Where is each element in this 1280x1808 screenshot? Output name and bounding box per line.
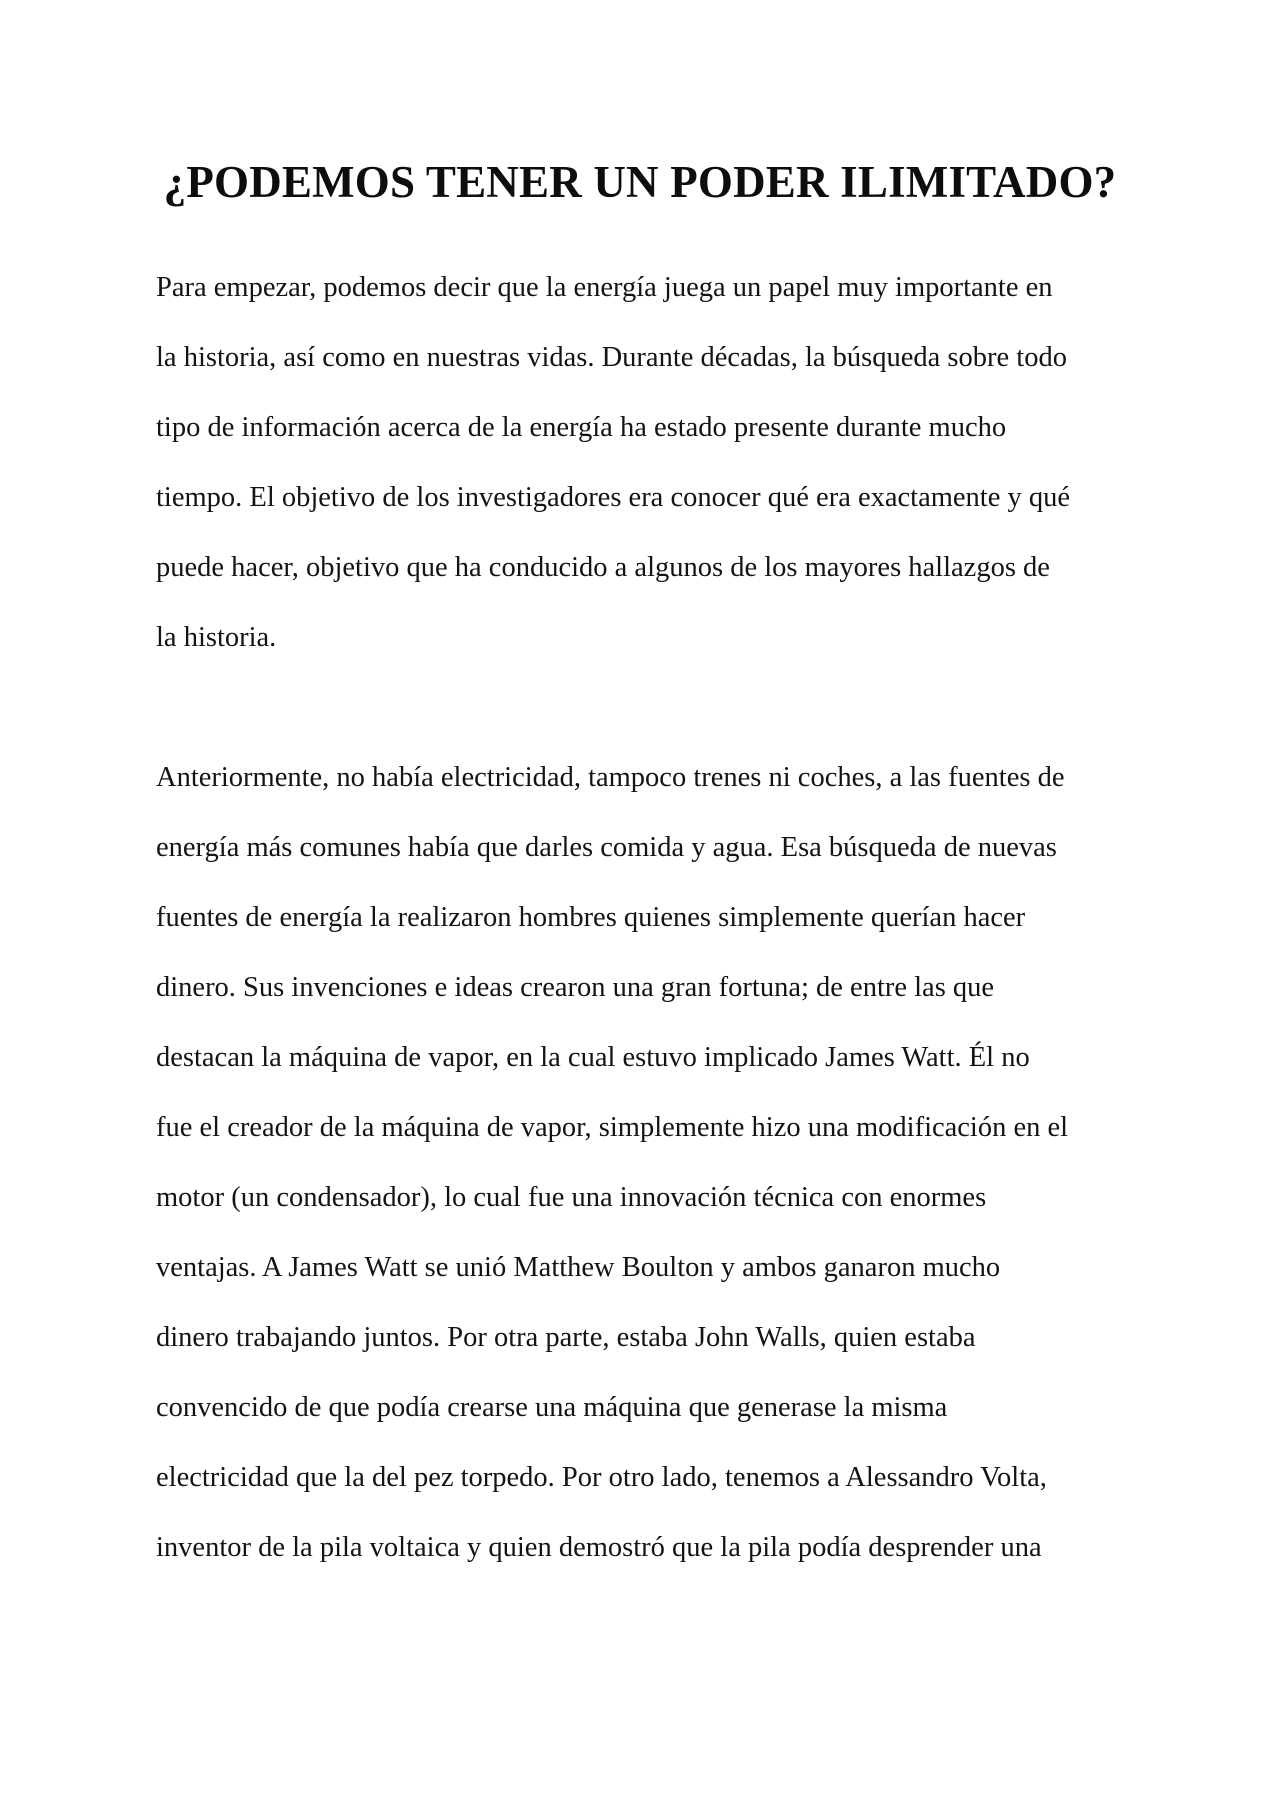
paragraph-2 [156,743,1136,1583]
text-line: electricidad que la del pez torpedo. Por otro lado, tenemos a Alessandro Volta, [156,1462,1047,1493]
text-line: convencido de que podía crearse una máquina que generase la misma [156,1392,948,1423]
text-line: la historia. [156,622,277,653]
text-line: destacan la máquina de vapor, en la cual estuvo implicado James Watt. Él no [156,1042,1030,1073]
text-line: energía más comunes había que darles comida y agua. Esa búsqueda de nuevas [156,832,1057,863]
text-line: dinero trabajando juntos. Por otra parte, estaba John Walls, quien estaba [156,1322,976,1353]
text-line: tipo de información acerca de la energía ha estado presente durante mucho [156,412,1007,443]
text-line: ventajas. A James Watt se unió Matthew Boulton y ambos ganaron mucho [156,1252,1001,1283]
text-line: Anteriormente, no había electricidad, tampoco trenes ni coches, a las fuentes de [156,762,1065,793]
text-line: motor (un condensador), lo cual fue una innovación técnica con enormes [156,1182,987,1213]
text-line: Para empezar, podemos decir que la energía juega un papel muy importante en [156,272,1053,303]
text-line: dinero. Sus invenciones e ideas crearon una gran fortuna; de entre las que [156,972,995,1003]
text-line: puede hacer, objetivo que ha conducido a algunos de los mayores hallazgos de [156,552,1050,583]
text-line: fuentes de energía la realizaron hombres quienes simplemente querían hacer [156,902,1026,933]
paragraph-1 [156,253,1136,673]
text-line: fue el creador de la máquina de vapor, simplemente hizo una modificación en el [156,1112,1069,1143]
text-line: tiempo. El objetivo de los investigadores era conocer qué era exactamente y qué [156,482,1071,513]
text-line: la historia, así como en nuestras vidas. Durante décadas, la búsqueda sobre todo [156,342,1067,373]
text-line: inventor de la pila voltaica y quien demostró que la pila podía desprender una [156,1532,1042,1563]
page-title: ¿PODEMOS TENER UN PODER ILIMITADO? [163,157,1117,207]
